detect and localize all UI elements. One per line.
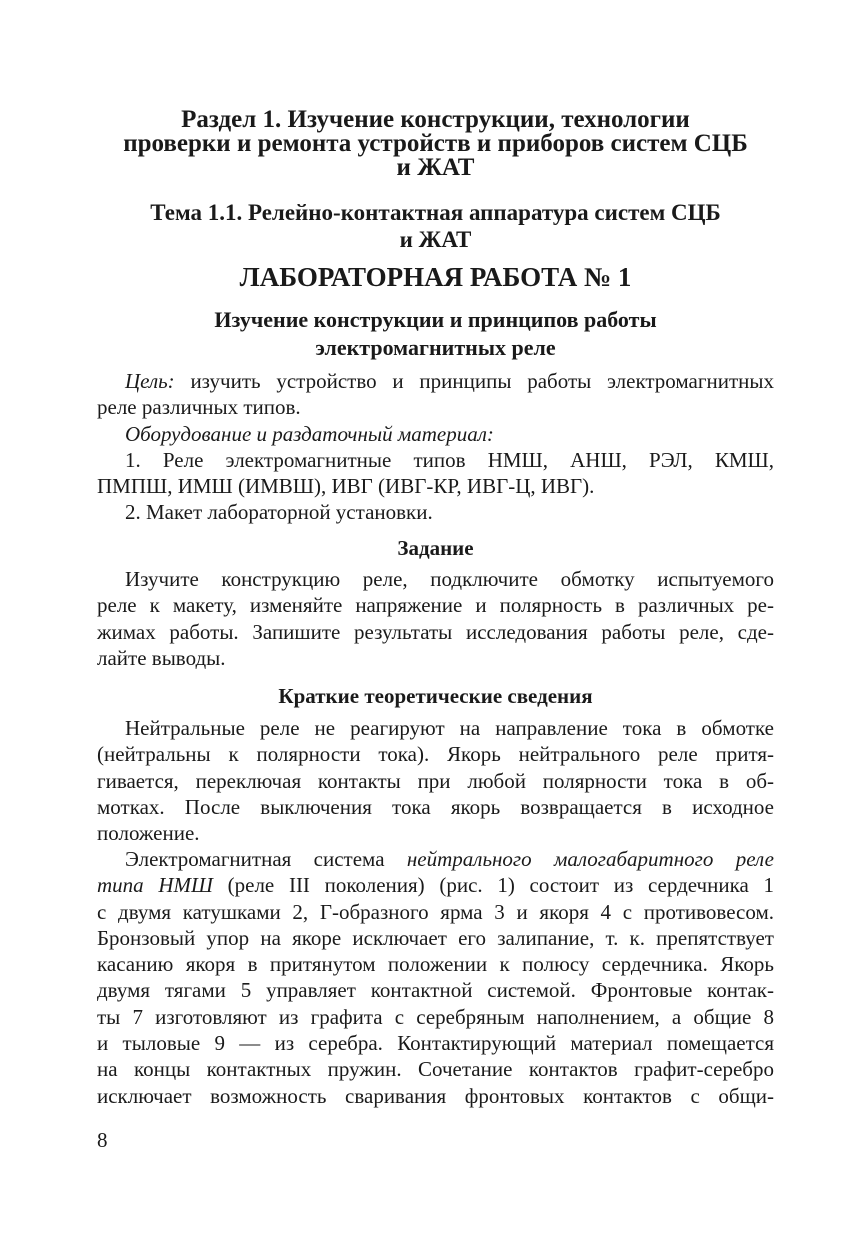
equipment-label: Оборудование и раздаточный материал:	[125, 421, 494, 446]
text-line: жимах работы. Запишите результаты исследования работы реле, сде-	[97, 619, 774, 644]
text-line: на концы контактных пружин. Сочетание контактов графит-серебро	[97, 1057, 774, 1082]
task-heading: Задание	[397, 536, 474, 560]
text-line: двумя тягами 5 управляет контактной системой. Фронтовые контак-	[97, 978, 774, 1003]
topic-title-line: и ЖАТ	[399, 227, 472, 252]
italic-term: типа НМШ	[97, 873, 213, 898]
text-line: исключает возможность сваривания фронтовых контактов с общи-	[97, 1083, 774, 1108]
text-line: касанию якоря в притянутом положении к полюсу сердечника. Якорь	[97, 952, 774, 977]
text-line	[97, 846, 774, 872]
text-line: ПМПШ, ИМШ (ИМВШ), ИВГ (ИВГ-КР, ИВГ-Ц, ИВГ).	[97, 474, 595, 499]
lab-subtitle-line: электромагнитных реле	[315, 335, 556, 360]
text-line	[97, 872, 774, 898]
theory-paragraph-1	[97, 715, 774, 846]
text-span: (реле III поколения) (рис. 1) состоит из сердечника 1	[212, 873, 775, 898]
text-line: положение.	[97, 821, 200, 846]
section-title-line: Раздел 1. Изучение конструкции, технологии	[181, 106, 690, 133]
equipment-item: 1. Реле электромагнитные типов НМШ, АНШ, РЭЛ, КМШ,	[125, 447, 774, 472]
text-line	[97, 368, 774, 394]
text-line: Нейтральные реле не реагируют на направление тока в обмотке	[125, 716, 774, 740]
lab-title: ЛАБОРАТОРНАЯ РАБОТА № 1	[239, 262, 632, 292]
page-number: 8	[97, 1128, 108, 1152]
topic-title-line: Тема 1.1. Релейно-контактная аппаратура систем СЦБ	[150, 200, 721, 225]
text-line: ты 7 изготовляют из графита с серебряным наполнением, а общие 8	[97, 1004, 774, 1029]
section-title-line: и ЖАТ	[396, 154, 475, 181]
italic-term: нейтрального малогабаритного реле	[406, 847, 774, 871]
text-span: Электромагнитная система	[125, 847, 407, 871]
text-line: лайте выводы.	[97, 645, 226, 670]
task-paragraph	[97, 566, 774, 671]
text-line: Изучите конструкцию реле, подключите обмотку испытуемого	[125, 567, 774, 591]
theory-heading: Краткие теоретические сведения	[278, 684, 593, 708]
theory-paragraph-2	[97, 846, 774, 1109]
text-line: с двумя катушками 2, Г-образного ярма 3 и якоря 4 с противовесом.	[97, 899, 774, 924]
text-line: (нейтральны к полярности тока). Якорь нейтрального реле притя-	[97, 742, 774, 767]
text-line: гивается, переключая контакты при любой полярности тока в об-	[97, 768, 774, 793]
goal-paragraph	[97, 368, 774, 526]
text-line: Бронзовый упор на якоре исключает его залипание, т. к. препятствует	[97, 925, 774, 950]
text-line: мотках. После выключения тока якорь возвращается в исходное	[97, 794, 774, 819]
topic-title	[97, 199, 774, 253]
text-line: и тыловые 9 — из серебра. Контактирующий материал помещается	[97, 1031, 774, 1056]
text-line: реле различных типов.	[97, 395, 301, 420]
text-line: реле к макету, изменяйте напряжение и полярность в различных ре-	[97, 593, 774, 618]
section-title	[97, 108, 774, 180]
goal-label: Цель:	[125, 369, 175, 393]
lab-subtitle-line: Изучение конструкции и принципов работы	[214, 307, 657, 332]
section-title-line: проверки и ремонта устройств и приборов систем СЦБ	[123, 130, 748, 157]
equipment-item: 2. Макет лабораторной установки.	[125, 500, 433, 525]
lab-subtitle	[97, 306, 774, 362]
goal-text: изучить устройство и принципы работы электромагнитных	[174, 369, 774, 393]
